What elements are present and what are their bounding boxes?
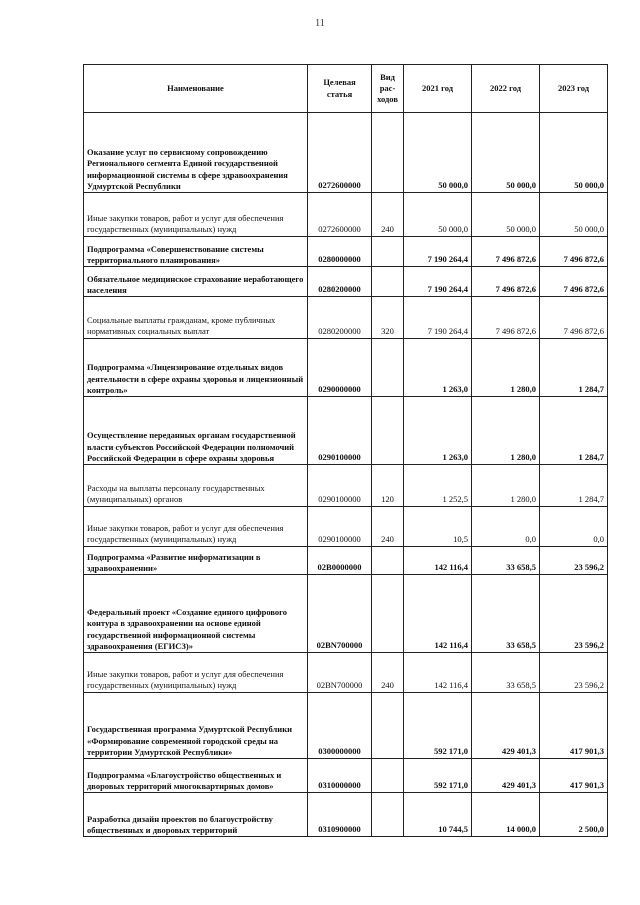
cell-expense-type: [372, 267, 404, 297]
column-header-name: Наименование: [84, 65, 308, 113]
table-row: [84, 759, 608, 793]
cell-2022: 50 000,0: [472, 193, 540, 237]
cell-2022: 33 658,5: [472, 653, 540, 693]
cell-target-article: 0280000000: [308, 237, 372, 267]
cell-target-article: 0310900000: [308, 793, 372, 837]
cell-expense-type: [372, 693, 404, 759]
cell-expense-type: [372, 547, 404, 575]
cell-2023: 7 496 872,6: [540, 297, 608, 339]
cell-2021: 1 263,0: [404, 397, 472, 465]
cell-expense-type: 240: [372, 507, 404, 547]
cell-expense-type: [372, 113, 404, 193]
cell-2022: 14 000,0: [472, 793, 540, 837]
cell-2023: 7 496 872,6: [540, 237, 608, 267]
column-header-2023: 2023 год: [540, 65, 608, 113]
cell-2021: 592 171,0: [404, 693, 472, 759]
table-row: [84, 113, 608, 193]
cell-2022: 429 401,3: [472, 759, 540, 793]
cell-name: Подпрограмма «Развитие информатизации в здравоохранении»: [84, 547, 308, 575]
cell-name: Иные закупки товаров, работ и услуг для обеспечения государственных (муниципальных) нужд: [84, 653, 308, 693]
budget-table: [83, 64, 608, 837]
column-header-2021: 2021 год: [404, 65, 472, 113]
cell-target-article: 0272600000: [308, 113, 372, 193]
cell-2021: 7 190 264,4: [404, 297, 472, 339]
cell-target-article: 0272600000: [308, 193, 372, 237]
cell-2023: 2 500,0: [540, 793, 608, 837]
cell-target-article: 0290100000: [308, 397, 372, 465]
cell-2022: 33 658,5: [472, 575, 540, 653]
cell-expense-type: 240: [372, 653, 404, 693]
cell-2021: 142 116,4: [404, 653, 472, 693]
cell-2023: 1 284,7: [540, 465, 608, 507]
cell-target-article: 0290000000: [308, 339, 372, 397]
cell-2022: 1 280,0: [472, 397, 540, 465]
cell-2022: 1 280,0: [472, 339, 540, 397]
table-row: [84, 465, 608, 507]
cell-target-article: 0290100000: [308, 465, 372, 507]
cell-name: Оказание услуг по сервисному сопровождению Регионального сегмента Единой государственной информационной системы в сфере здравоохранения Удмуртской Республики: [84, 113, 308, 193]
table-row: [84, 397, 608, 465]
cell-name: Подпрограмма «Лицензирование отдельных видов деятельности в сфере охраны здоровья и лицензионный контроль»: [84, 339, 308, 397]
cell-name: Иные закупки товаров, работ и услуг для обеспечения государственных (муниципальных) нужд: [84, 193, 308, 237]
cell-2022: 7 496 872,6: [472, 297, 540, 339]
cell-2022: 0,0: [472, 507, 540, 547]
cell-expense-type: 320: [372, 297, 404, 339]
table-row: [84, 793, 608, 837]
cell-target-article: 0280200000: [308, 267, 372, 297]
table-row: [84, 267, 608, 297]
cell-name: Подпрограмма «Совершенствование системы территориального планирования»: [84, 237, 308, 267]
table-row: [84, 575, 608, 653]
cell-2021: 142 116,4: [404, 575, 472, 653]
cell-2023: 50 000,0: [540, 193, 608, 237]
column-header-2022: 2022 год: [472, 65, 540, 113]
table-row: [84, 547, 608, 575]
cell-2021: 10 744,5: [404, 793, 472, 837]
table-row: [84, 653, 608, 693]
cell-expense-type: [372, 575, 404, 653]
cell-2021: 7 190 264,4: [404, 267, 472, 297]
cell-2023: 23 596,2: [540, 653, 608, 693]
table-row: [84, 693, 608, 759]
cell-expense-type: [372, 793, 404, 837]
cell-2021: 1 252,5: [404, 465, 472, 507]
cell-2022: 7 496 872,6: [472, 267, 540, 297]
cell-2022: 429 401,3: [472, 693, 540, 759]
cell-2021: 50 000,0: [404, 113, 472, 193]
table-row: [84, 297, 608, 339]
cell-2022: 33 658,5: [472, 547, 540, 575]
cell-target-article: 0290100000: [308, 507, 372, 547]
table-row: [84, 339, 608, 397]
cell-2022: 1 280,0: [472, 465, 540, 507]
cell-name: Иные закупки товаров, работ и услуг для обеспечения государственных (муниципальных) нужд: [84, 507, 308, 547]
cell-2023: 1 284,7: [540, 397, 608, 465]
cell-expense-type: 240: [372, 193, 404, 237]
cell-expense-type: [372, 237, 404, 267]
cell-2021: 10,5: [404, 507, 472, 547]
cell-2023: 417 901,3: [540, 693, 608, 759]
table-row: [84, 193, 608, 237]
column-header-type: Вид рас-ходов: [372, 65, 404, 113]
cell-2023: 7 496 872,6: [540, 267, 608, 297]
cell-2022: 50 000,0: [472, 113, 540, 193]
cell-2023: 23 596,2: [540, 575, 608, 653]
cell-2021: 592 171,0: [404, 759, 472, 793]
page-number: 11: [315, 18, 325, 29]
table-row: [84, 507, 608, 547]
cell-target-article: 02ВN700000: [308, 653, 372, 693]
cell-2021: 1 263,0: [404, 339, 472, 397]
cell-name: Государственная программа Удмуртской Республики «Формирование современной городской среды на территории Удмуртской Республики»: [84, 693, 308, 759]
cell-target-article: 0280200000: [308, 297, 372, 339]
cell-expense-type: 120: [372, 465, 404, 507]
cell-2021: 142 116,4: [404, 547, 472, 575]
cell-2023: 417 901,3: [540, 759, 608, 793]
cell-name: Обязательное медицинское страхование неработающего населения: [84, 267, 308, 297]
cell-expense-type: [372, 397, 404, 465]
cell-name: Расходы на выплаты персоналу государственных (муниципальных) органов: [84, 465, 308, 507]
cell-name: Федеральный проект «Создание единого цифрового контура в здравоохранении на основе единой государственной информационной системы здравоохранения (ЕГИСЗ)»: [84, 575, 308, 653]
cell-name: Подпрограмма «Благоустройство общественных и дворовых территорий многоквартирных домов»: [84, 759, 308, 793]
cell-2023: 50 000,0: [540, 113, 608, 193]
cell-2023: 23 596,2: [540, 547, 608, 575]
cell-name: Разработка дизайн проектов по благоустройству общественных и дворовых территорий: [84, 793, 308, 837]
column-header-code: Целевая статья: [308, 65, 372, 113]
cell-target-article: 02В0000000: [308, 547, 372, 575]
cell-target-article: 02ВN700000: [308, 575, 372, 653]
cell-name: Осуществление переданных органам государственной власти субъектов Российской Федерации полномочий Российской Федерации в сфере охраны здоровья: [84, 397, 308, 465]
table-body: [84, 113, 608, 837]
cell-2021: 50 000,0: [404, 193, 472, 237]
cell-2023: 0,0: [540, 507, 608, 547]
table-header-row: [84, 65, 608, 113]
cell-2021: 7 190 264,4: [404, 237, 472, 267]
cell-expense-type: [372, 759, 404, 793]
cell-target-article: 0300000000: [308, 693, 372, 759]
table-row: [84, 237, 608, 267]
cell-expense-type: [372, 339, 404, 397]
cell-name: Социальные выплаты гражданам, кроме публичных нормативных социальных выплат: [84, 297, 308, 339]
cell-2022: 7 496 872,6: [472, 237, 540, 267]
cell-target-article: 0310000000: [308, 759, 372, 793]
cell-2023: 1 284,7: [540, 339, 608, 397]
